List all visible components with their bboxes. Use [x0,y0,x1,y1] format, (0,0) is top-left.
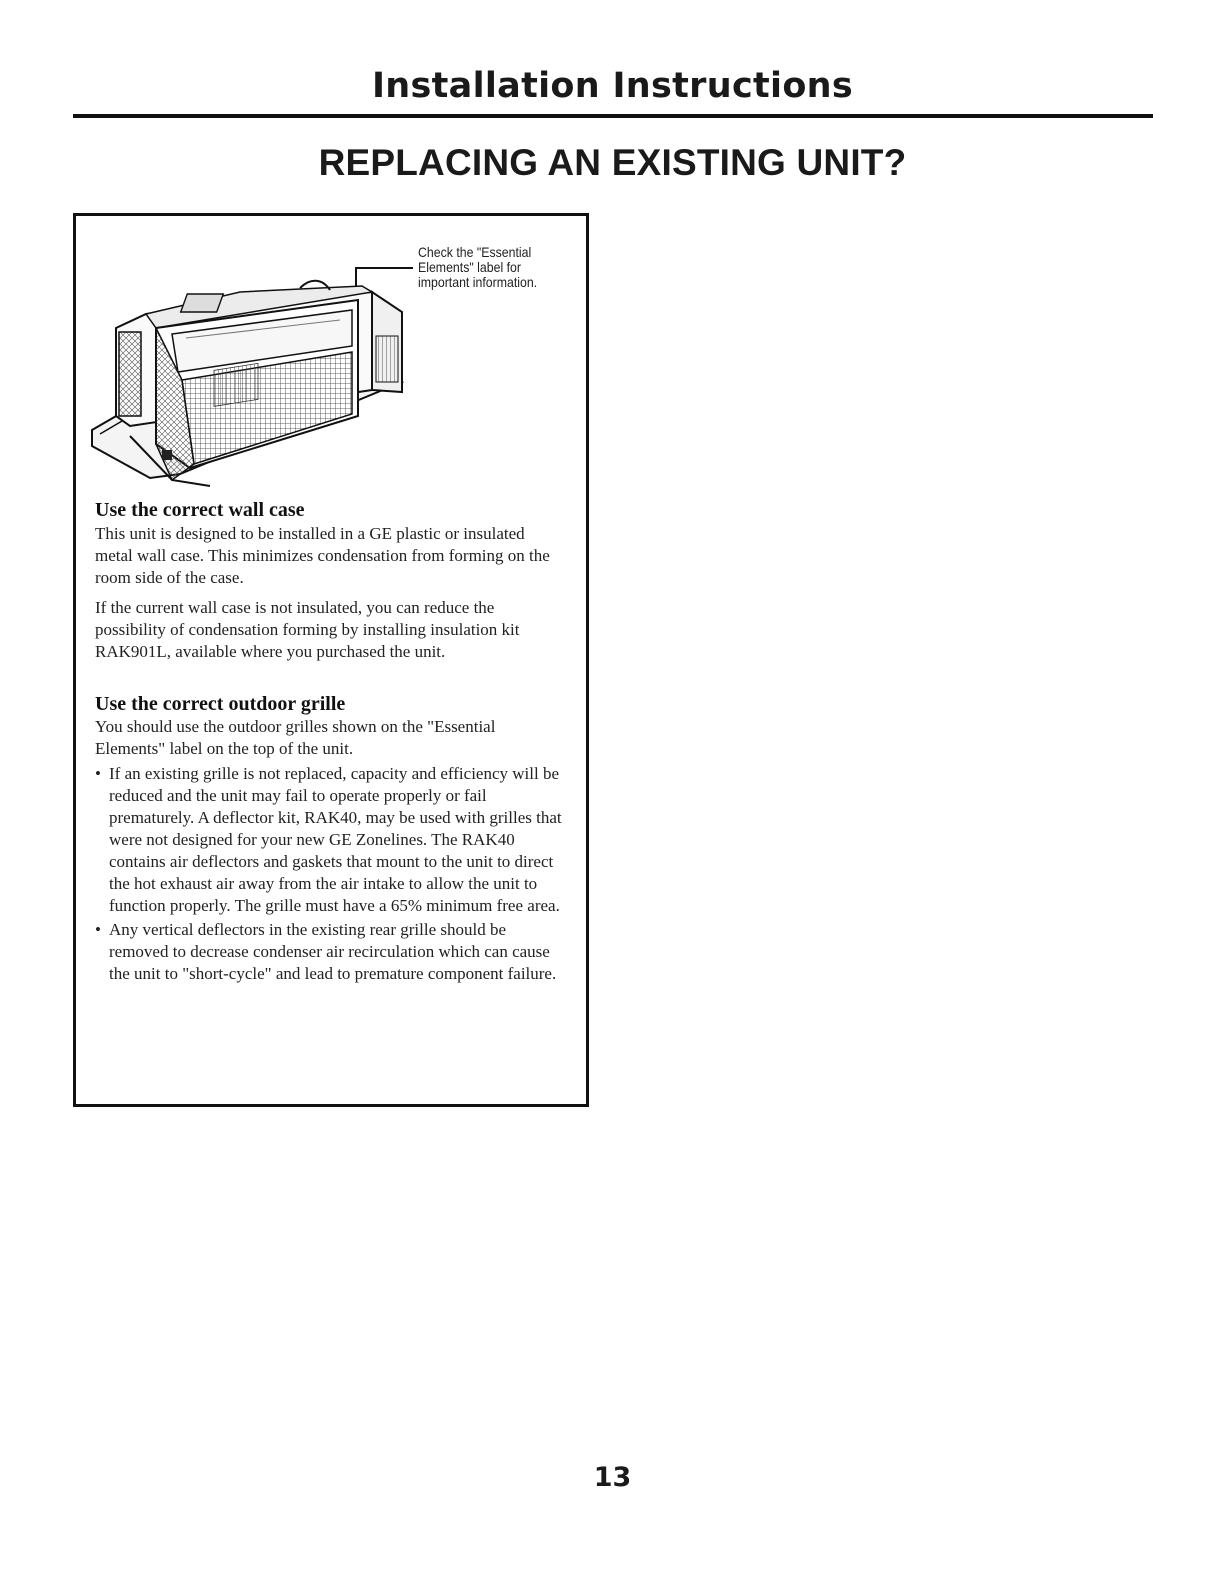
list-item-text: Any vertical deflectors in the existing rear grille should be removed to decrease condenser air recirculation which can cause the unit to "short-cycle" and lead to premature component failure. [109,920,557,983]
outdoor-grille-bullet-list [95,763,569,987]
bullet-icon: • [95,764,101,783]
list-item [95,763,569,917]
list-item [95,919,569,985]
wall-case-paragraph: If the current wall case is not insulated, you can reduce the possibility of condensation forming by installing insulation kit RAK901L, available where you purchased the unit. [95,598,520,661]
bullet-icon: • [95,920,101,939]
page-header-title: Installation Instructions [371,66,854,106]
outdoor-grille-intro: You should use the outdoor grilles shown on the "Essential Elements" label on the top of the unit. [95,717,496,758]
content-box [73,213,589,1107]
outdoor-grille-heading: Use the correct outdoor grille [95,693,346,715]
air-conditioner-unit-illustration [90,248,420,506]
section-title: REPLACING AN EXISTING UNIT? [318,142,907,183]
list-item-text: If an existing grille is not replaced, capacity and efficiency will be reduced and the unit may fail to operate properly or fail prematurely. A deflector kit, RAK40, may be used with grilles that were not designed for your new GE Zonelines. The RAK40 contains air deflectors and gaskets that mount to the unit to direct the hot exhaust air away from the air intake to allow the unit to function properly. The grille must have a 65% minimum free area. [109,764,562,915]
wall-case-heading: Use the correct wall case [95,499,305,521]
callout-text: Check the "Essential Elements" label for important information. [418,244,538,290]
page-number: 13 [593,1462,632,1493]
header-rule [73,114,1153,118]
wall-case-paragraph: This unit is designed to be installed in a GE plastic or insulated metal wall case. This minimizes condensation from forming on the room side of the case. [95,524,550,587]
